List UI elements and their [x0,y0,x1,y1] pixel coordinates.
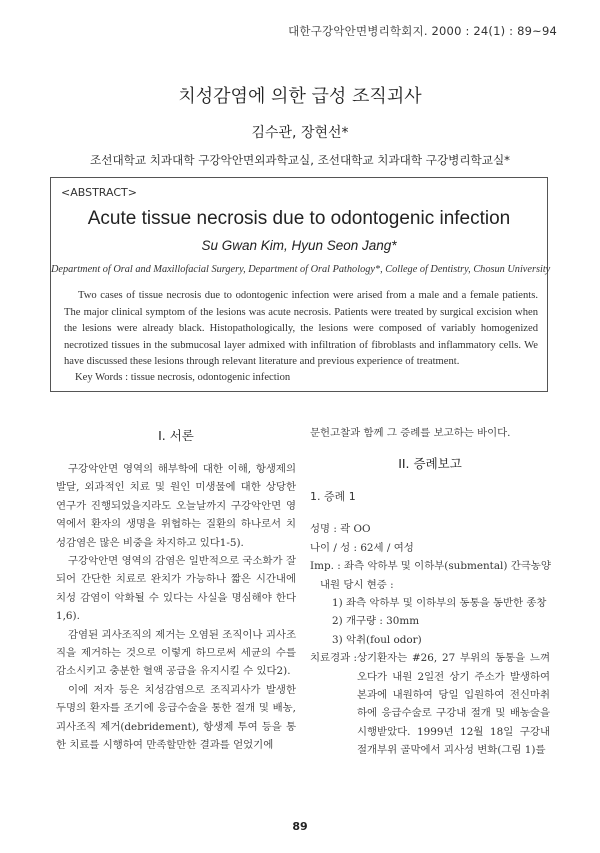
intro-paragraph-3: 감염된 괴사조직의 제거는 오염된 조직이나 괴사조직을 제거하는 것으로 이렇게 하므로써 세균의 수를 감소시키고 충분한 혈액 공급을 유지시킬 수 있다2). [56,628,296,678]
authors-korean: 김수관, 장현선* [251,125,349,141]
authors-english: Su Gwan Kim, Hyun Seon Jang* [201,238,397,253]
running-head: 대한구강악안면병리학회지. 2000 : 24(1) : 89~94 [288,24,557,38]
treatment-course-text: 상기환자는 #26, 27 부위의 동통을 느껴오다가 내원 2일전 상기 주소가 발생하여 본과에 내원하여 당일 입원하여 전신마취하에 응급수술로 구강내 절개 및 배농술을 시행받았다. 1999년 12월 18일 구강내 절개부위 골막에서 괴사성 변화(그림 1)를 [356,652,550,757]
section-heading-case-report: II. 증례보고 [398,456,462,472]
case-cc-item-2: 2) 개구량 : 30mm [332,615,420,628]
case-cc-item-3: 3) 악취(foul odor) [332,633,422,646]
case-chief-complaint-label: 내원 당시 현증 : [320,578,394,591]
case-impression: Imp. : 좌측 악하부 및 이하부(submental) 간극농양 [310,560,551,573]
title-korean: 치성감염에 의한 급성 조직괴사 [178,86,422,107]
intro-paragraph-2: 구강악안면 영역의 감염은 일반적으로 국소화가 잘 되어 간단한 치료로 완치가 가능하나 짧은 시간내에 치성 감염이 악화될 수 있다는 사실을 명심해야 한다1,6). [56,555,296,623]
page-number: 89 [292,820,308,833]
left-column [56,420,296,755]
case-cc-item-1: 1) 좌측 악하부 및 이하부의 동통을 동반한 종창 [332,597,547,610]
intro-continuation: 문헌고찰과 함께 그 증례를 보고하는 바이다. [310,427,511,439]
abstract-label: <ABSTRACT> [61,186,137,199]
case-name: 성명 : 곽 OO [310,523,371,536]
abstract-box [50,177,551,392]
keywords: Key Words : tissue necrosis, odontogenic infection [75,372,291,383]
affiliation-korean: 조선대학교 치과대학 구강악안면외과학교실, 조선대학교 치과대학 구강병리학교실* [90,153,510,167]
intro-paragraph-1: 구강악안면 영역의 해부학에 대한 이해, 항생제의 발달, 외과적인 치료 및 원인 미생물에 대한 상당한 연구가 진행되었을지라도 오늘날까지 구강악안면 영역에서 환자의 생명을 위협하는 질환의 하나로서 치성감염은 많은 비중을 차지하고 있다1-5). [56,463,296,549]
case-age-sex: 나이 / 성 : 62세 / 여성 [310,541,414,554]
title-english: Acute tissue necrosis due to odontogenic infection [87,208,511,229]
intro-paragraph-4: 이에 저자 등은 치성감염으로 조직괴사가 발생한 두명의 환자를 조기에 응급수술을 통한 절개 및 배농, 괴사조직 제거(debridement), 항생제 투여 등을 통한 치료를 시행하여 만족할만한 결과를 얻었기에 [56,683,296,752]
affiliation-english: Department of Oral and Maxillofacial Surgery, Department of Oral Pathology*, College of Dentistry, Chosun University [51,264,551,275]
case-1-title: 1. 증례 1 [310,490,356,504]
right-column [310,420,550,760]
abstract-body: Two cases of tissue necrosis due to odontogenic infection were arised from a male and a female patients. The major clinical symptom of the lesions was acute necrosis. Patients were treated by surgical excision when the lesions were already black. Histopathologically, the lesions were composed of variably homogenized necrotized tissues in the submucosal layer admixed with infiltration of fibroblasts and inflammatory cells. We have discussed these lesions through relevant literature and previous experience of treatment. [64,290,538,367]
section-heading-introduction: I. 서론 [158,428,194,443]
treatment-course-label: 치료경과 : [310,652,357,665]
case-treatment-course [310,649,550,759]
